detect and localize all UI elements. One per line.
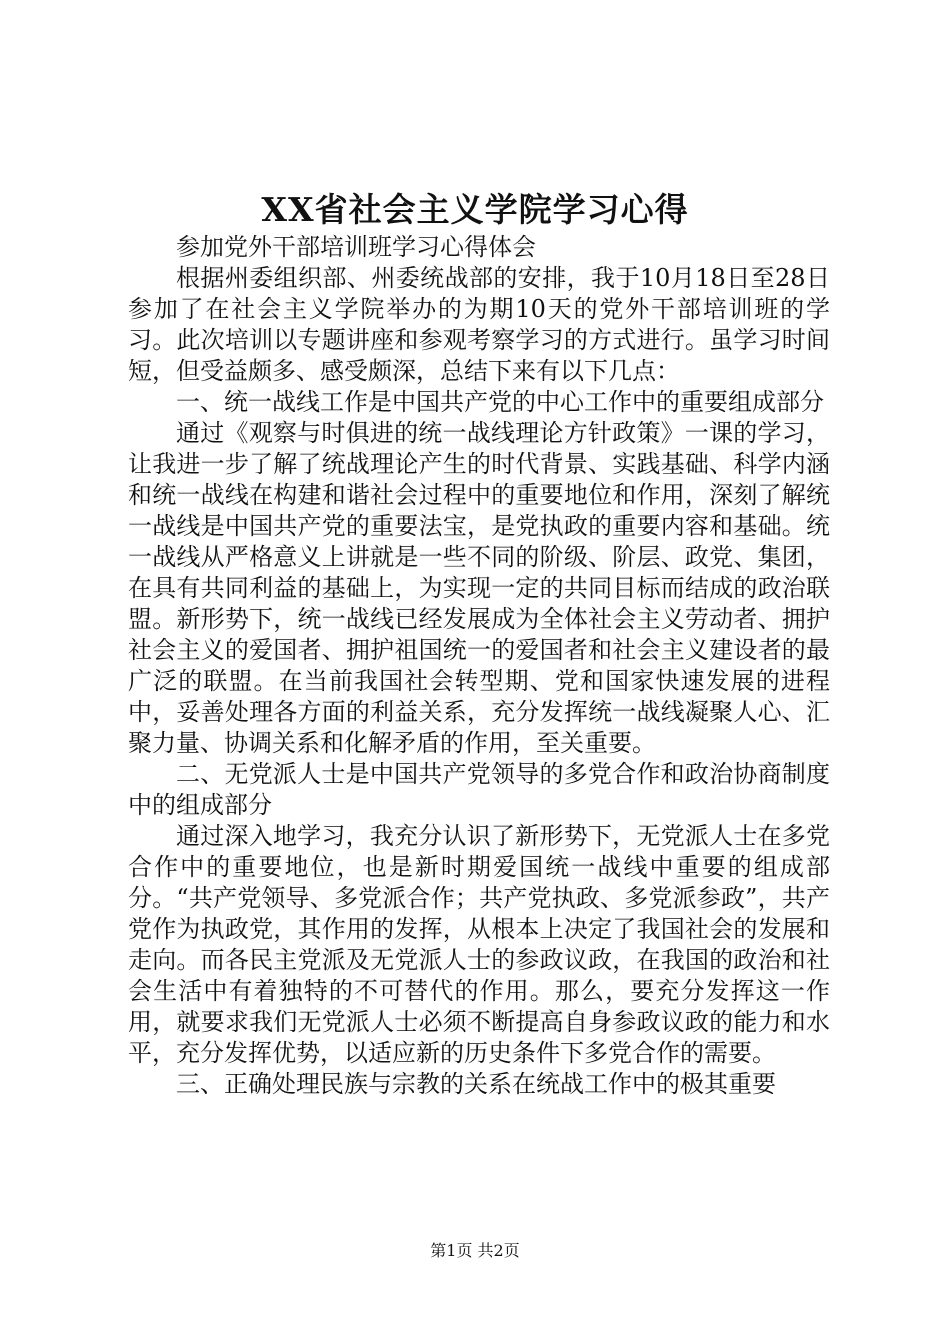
section-heading-3: 三、正确处理民族与宗教的关系在统战工作中的极其重要	[176, 1070, 776, 1098]
paragraph-section-1: 通过《观察与时俱进的统一战线理论方针政策》一课的学习，让我进一步了解了统战理论产生的时代背景、实践基础、科学内涵和统一战线在构建和谐社会过程中的重要地位和作用，深刻了解统一战线是中国共产党的重要法宝，是党执政的重要内容和基础。统一战线从严格意义上讲就是一些不同的阶级、阶层、政党、集团，在具有共同利益的基础上，为实现一定的共同目标而结成的政治联盟。新形势下，统一战线已经发展成为全体社会主义劳动者、拥护社会主义的爱国者、拥护祖国统一的爱国者和社会主义建设者的最广泛的联盟。在当前我国社会转型期、党和国家快速发展的进程中，妥善处理各方面的利益关系，充分发挥统一战线凝聚人心、汇聚力量、协调关系和化解矛盾的作用，至关重要。	[128, 419, 830, 757]
document-body	[128, 232, 830, 1100]
paragraph-section-2: 通过深入地学习，我充分认识了新形势下，无党派人士在多党合作中的重要地位，也是新时期爱国统一战线中重要的组成部分。“共产党领导、多党派合作；共产党执政、多党派参政”，共产党作为执政党，其作用的发挥，从根本上决定了我国社会的发展和走向。而各民主党派及无党派人士的参政议政，在我国的政治和社会生活中有着独特的不可替代的作用。那么，要充分发挥这一作用，就要求我们无党派人士必须不断提高自身参政议政的能力和水平，充分发挥优势，以适应新的历史条件下多党合作的需要。	[128, 822, 830, 1067]
section-heading-1: 一、统一战线工作是中国共产党的中心工作中的重要组成部分	[176, 388, 824, 416]
document-subtitle: 参加党外干部培训班学习心得体会	[176, 233, 536, 261]
document-title: XX省社会主义学院学习心得	[261, 190, 689, 229]
page-number-footer: 第1页 共2页	[430, 1241, 520, 1260]
section-heading-2: 二、无党派人士是中国共产党领导的多党合作和政治协商制度中的组成部分	[128, 760, 830, 819]
paragraph-intro: 根据州委组织部、州委统战部的安排，我于10月18日至28日参加了在社会主义学院举办的为期10天的党外干部培训班的学习。此次培训以专题讲座和参观考察学习的方式进行。虽学习时间短，但受益颇多、感受颇深，总结下来有以下几点：	[128, 264, 830, 385]
